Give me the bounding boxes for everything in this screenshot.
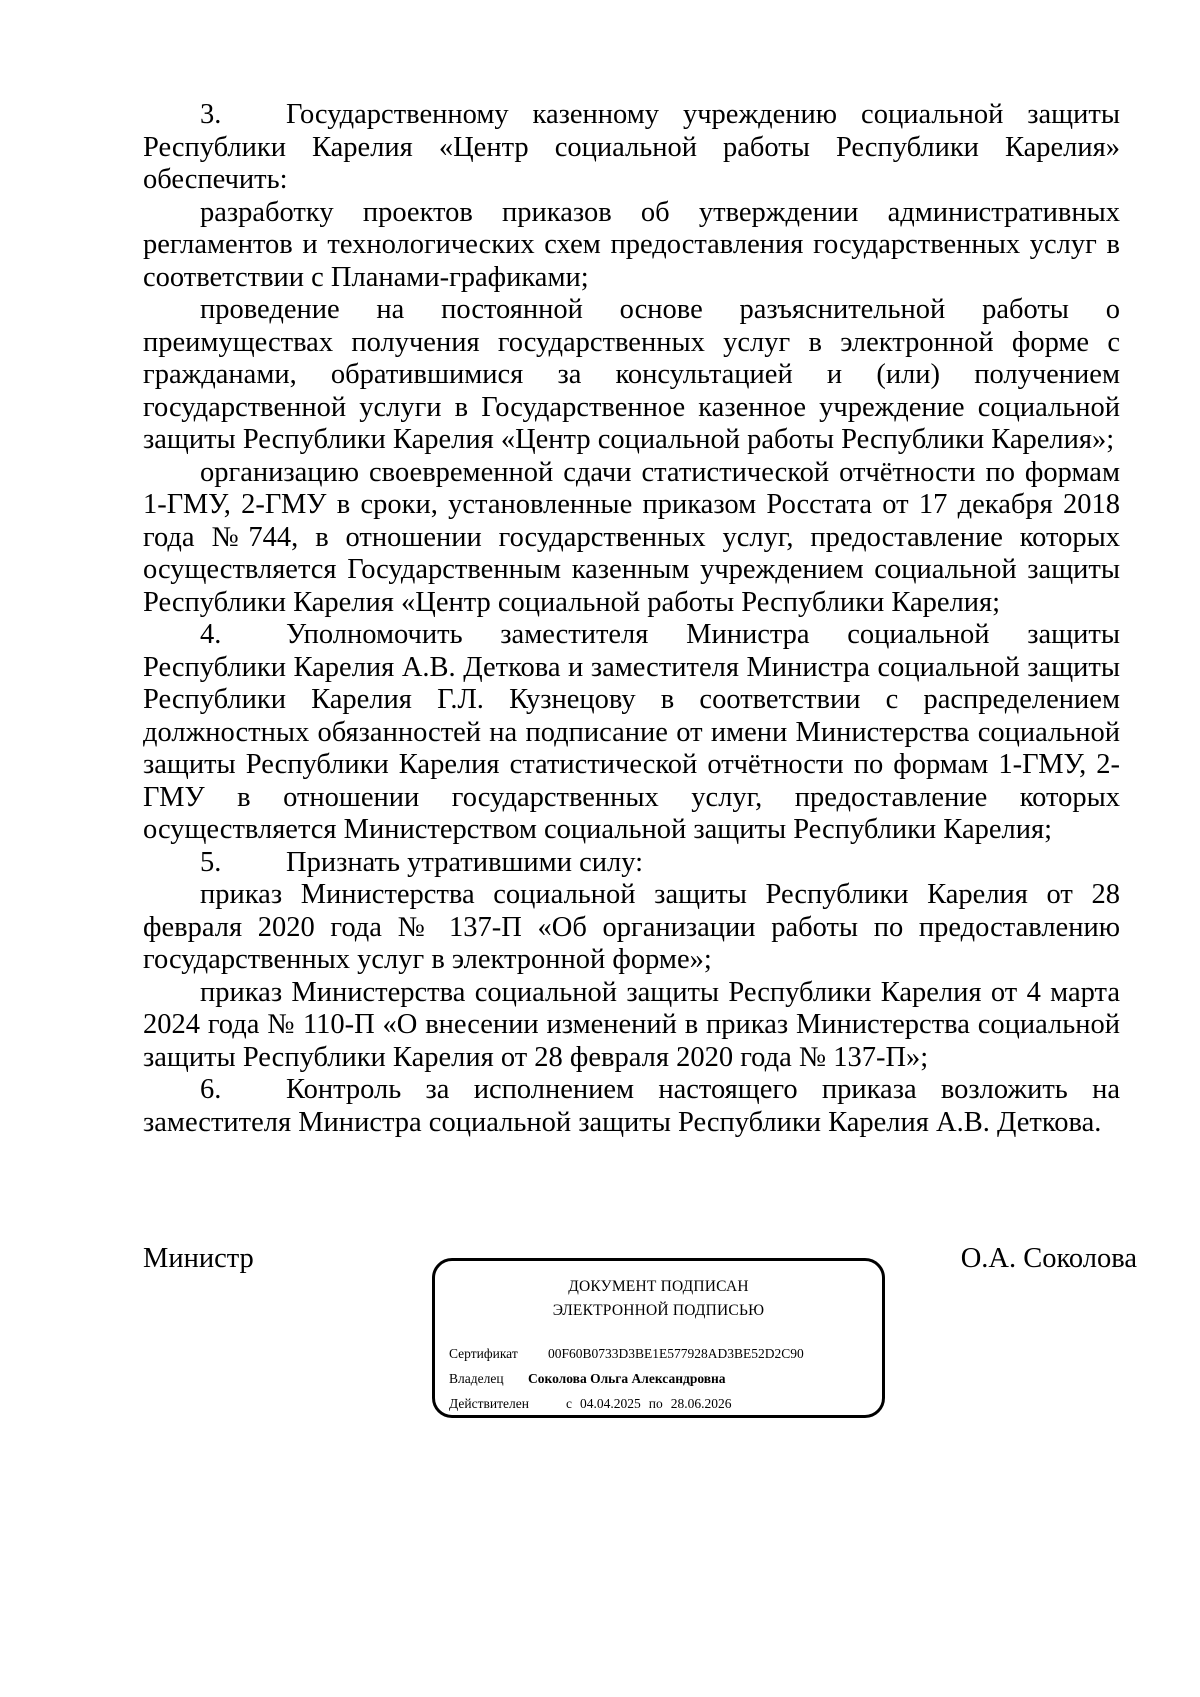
paragraph-text: Признать утратившими силу: [286, 846, 643, 878]
paragraph-text: организацию своевременной сдачи статистической отчётности по формам 1-ГМУ, 2-ГМУ в сроки, установленные приказом Росстата от 17 декабря 2018 года №744, в отношении государственных услуг, предоставление которых осуществляется Государственным казенным учреждением социальной защиты Республики Карелия «Центр социальной работы Республики Карелия; [143, 456, 1120, 618]
stamp-title-line-2: ЭЛЕКТРОННОЙ ПОДПИСЬЮ [552, 1302, 765, 1319]
paragraph-text: проведение на постоянной основе разъяснительной работы о преимуществах получения государственных услуг в электронной форме с гражданами, обратившимися за консультацией и (или) получением государственной услуги в Государственное казенное учреждение социальной защиты Республики Карелия «Центр социальной работы Республики Карелия»; [143, 294, 1120, 455]
stamp-owner-row [449, 1371, 726, 1387]
paragraph-3-item-statistics [143, 457, 1120, 620]
valid-from-prefix: с [566, 1396, 572, 1411]
owner-label: Владелец [449, 1371, 504, 1386]
electronic-signature-stamp [432, 1258, 885, 1418]
certificate-value: 00F60B0733D3BE1E577928AD3BE52D2C90 [548, 1346, 804, 1361]
paragraph-number: 3. [200, 99, 222, 130]
signatory-title: Министр [143, 1243, 254, 1274]
certificate-label: Сертификат [449, 1346, 518, 1361]
paragraph-number: 4. [200, 619, 222, 650]
paragraph-3-item-explanatory-work [143, 294, 1120, 457]
paragraph-5-item-order-2020 [143, 879, 1120, 977]
valid-to-prefix: по [648, 1396, 663, 1411]
paragraph-number: 5. [200, 846, 222, 878]
stamp-validity-row [449, 1396, 731, 1412]
signatory-name: О.А. Соколова [960, 1243, 1137, 1274]
validity-label: Действителен [449, 1396, 529, 1411]
stamp-title-line-1: ДОКУМЕНТ ПОДПИСАН [568, 1278, 749, 1295]
owner-value: Соколова Ольга Александровна [528, 1371, 726, 1386]
paragraph-5-item-order-2024 [143, 977, 1120, 1075]
paragraph-3 [143, 99, 1120, 197]
paragraph-text: Контроль за исполнением настоящего приказа возложить на заместителя Министра социальной защиты Республики Карелия А.В. Деткова. [143, 1074, 1120, 1138]
paragraph-text: приказ Министерства социальной защиты Республики Карелия от 28 февраля 2020 года № 137-П «Об организации работы по предоставлению государственных услуг в электронной форме»; [143, 879, 1120, 975]
paragraph-5 [143, 847, 1120, 880]
paragraph-number: 6. [200, 1074, 222, 1105]
paragraph-text: Государственному казенному учреждению социальной защиты Республики Карелия «Центр социальной работы Республики Карелия» обеспечить: [143, 99, 1120, 195]
valid-to-date: 28.06.2026 [670, 1396, 732, 1411]
paragraph-text: Уполномочить заместителя Министра социальной защиты Республики Карелия А.В. Деткова и заместителя Министра социальной защиты Республики Карелия Г.Л. Кузнецову в соответствии с распределением должностных обязанностей на подписание от имени Министерства социальной защиты Республики Карелия статистической отчётности по формам 1-ГМУ, 2-ГМУ в отношении государственных услуг, предоставление которых осуществляется Министерством социальной защиты Республики Карелия; [143, 619, 1120, 845]
paragraph-6 [143, 1074, 1120, 1139]
stamp-certificate-row [449, 1346, 804, 1362]
stamp-header [435, 1275, 882, 1323]
paragraph-text: приказ Министерства социальной защиты Республики Карелия от 4 марта 2024 года № 110-П «О внесении изменений в приказ Министерства социальной защиты Республики Карелия от 28 февраля 2020 года № 137-П»; [143, 976, 1120, 1073]
valid-from-date: 04.04.2025 [580, 1396, 641, 1411]
paragraph-text: разработку проектов приказов об утверждении административных регламентов и технологических схем предоставления государственных услуг в соответствии с Планами-графиками; [143, 196, 1120, 293]
document-body [143, 99, 1120, 1139]
paragraph-4 [143, 619, 1120, 847]
paragraph-3-item-regulations [143, 197, 1120, 295]
